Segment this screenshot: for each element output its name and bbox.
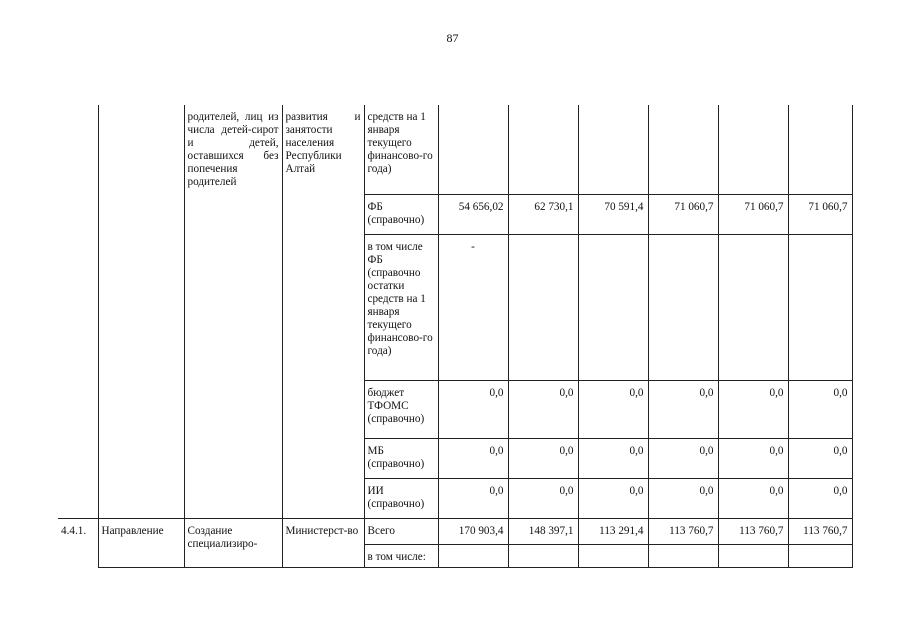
- item-name-cell: Направление: [98, 518, 184, 567]
- funding-source-cell: ФБ (справочно): [364, 194, 438, 234]
- target-group-cell: родителей, лиц из числа детей-сирот и детей, оставшихся без попечения родителей: [184, 105, 282, 518]
- value-cell: 113 760,7: [648, 518, 718, 544]
- value-cell: [648, 234, 718, 380]
- value-cell: 0,0: [438, 478, 508, 518]
- value-cell: [508, 105, 578, 194]
- value-cell: 0,0: [788, 380, 852, 438]
- value-cell: 113 291,4: [578, 518, 648, 544]
- funding-source-cell: средств на 1 января текущего финансово-го года): [364, 105, 438, 194]
- budget-table: [58, 105, 853, 568]
- funding-source-cell: ИИ (справочно): [364, 478, 438, 518]
- value-cell: 0,0: [438, 438, 508, 478]
- value-cell: 71 060,7: [718, 194, 788, 234]
- value-cell: 0,0: [578, 438, 648, 478]
- item-number-cell: 4.4.1.: [58, 518, 98, 567]
- value-cell: 0,0: [508, 438, 578, 478]
- executor-cell: Министерст-во: [282, 518, 364, 567]
- value-cell: [718, 105, 788, 194]
- value-cell: 71 060,7: [788, 194, 852, 234]
- funding-source-cell: бюджет ТФОМС (справочно): [364, 380, 438, 438]
- value-cell: [718, 234, 788, 380]
- value-cell: 70 591,4: [578, 194, 648, 234]
- table-row: [58, 518, 852, 544]
- value-cell: 0,0: [788, 438, 852, 478]
- target-group-cell: Создание специализиро-: [184, 518, 282, 567]
- funding-source-cell: в том числе:: [364, 544, 438, 567]
- value-cell: 62 730,1: [508, 194, 578, 234]
- value-cell: 0,0: [718, 380, 788, 438]
- value-cell: 113 760,7: [788, 518, 852, 544]
- value-cell: [718, 544, 788, 567]
- value-cell: 0,0: [648, 380, 718, 438]
- value-cell: 0,0: [438, 380, 508, 438]
- value-cell: [578, 234, 648, 380]
- funding-source-cell: МБ (справочно): [364, 438, 438, 478]
- value-cell: 54 656,02: [438, 194, 508, 234]
- value-cell: [648, 544, 718, 567]
- value-cell: [788, 234, 852, 380]
- value-cell: 0,0: [648, 438, 718, 478]
- table-row: [58, 105, 852, 194]
- value-cell: [578, 544, 648, 567]
- value-cell: 0,0: [788, 478, 852, 518]
- value-cell: 0,0: [578, 380, 648, 438]
- value-cell: 113 760,7: [718, 518, 788, 544]
- value-cell: [438, 105, 508, 194]
- value-cell: [508, 544, 578, 567]
- value-cell: [788, 544, 852, 567]
- value-cell: 0,0: [578, 478, 648, 518]
- funding-source-cell: в том числе ФБ (справочно остатки средств на 1 января текущего финансово-го года): [364, 234, 438, 380]
- value-cell: [788, 105, 852, 194]
- value-cell: [438, 544, 508, 567]
- item-number-cell: [58, 105, 98, 518]
- value-cell: 71 060,7: [648, 194, 718, 234]
- value-cell: [508, 234, 578, 380]
- funding-source-cell: Всего: [364, 518, 438, 544]
- value-cell: 0,0: [508, 478, 578, 518]
- value-cell: 0,0: [508, 380, 578, 438]
- value-cell: 170 903,4: [438, 518, 508, 544]
- value-cell: [578, 105, 648, 194]
- value-cell: 0,0: [718, 438, 788, 478]
- value-cell: [648, 105, 718, 194]
- executor-cell: развития и занятости населения Республики Алтай: [282, 105, 364, 518]
- value-cell: 148 397,1: [508, 518, 578, 544]
- value-cell: 0,0: [648, 478, 718, 518]
- item-name-cell: [98, 105, 184, 518]
- value-cell: -: [438, 234, 508, 380]
- value-cell: 0,0: [718, 478, 788, 518]
- page-number: 87: [446, 31, 459, 45]
